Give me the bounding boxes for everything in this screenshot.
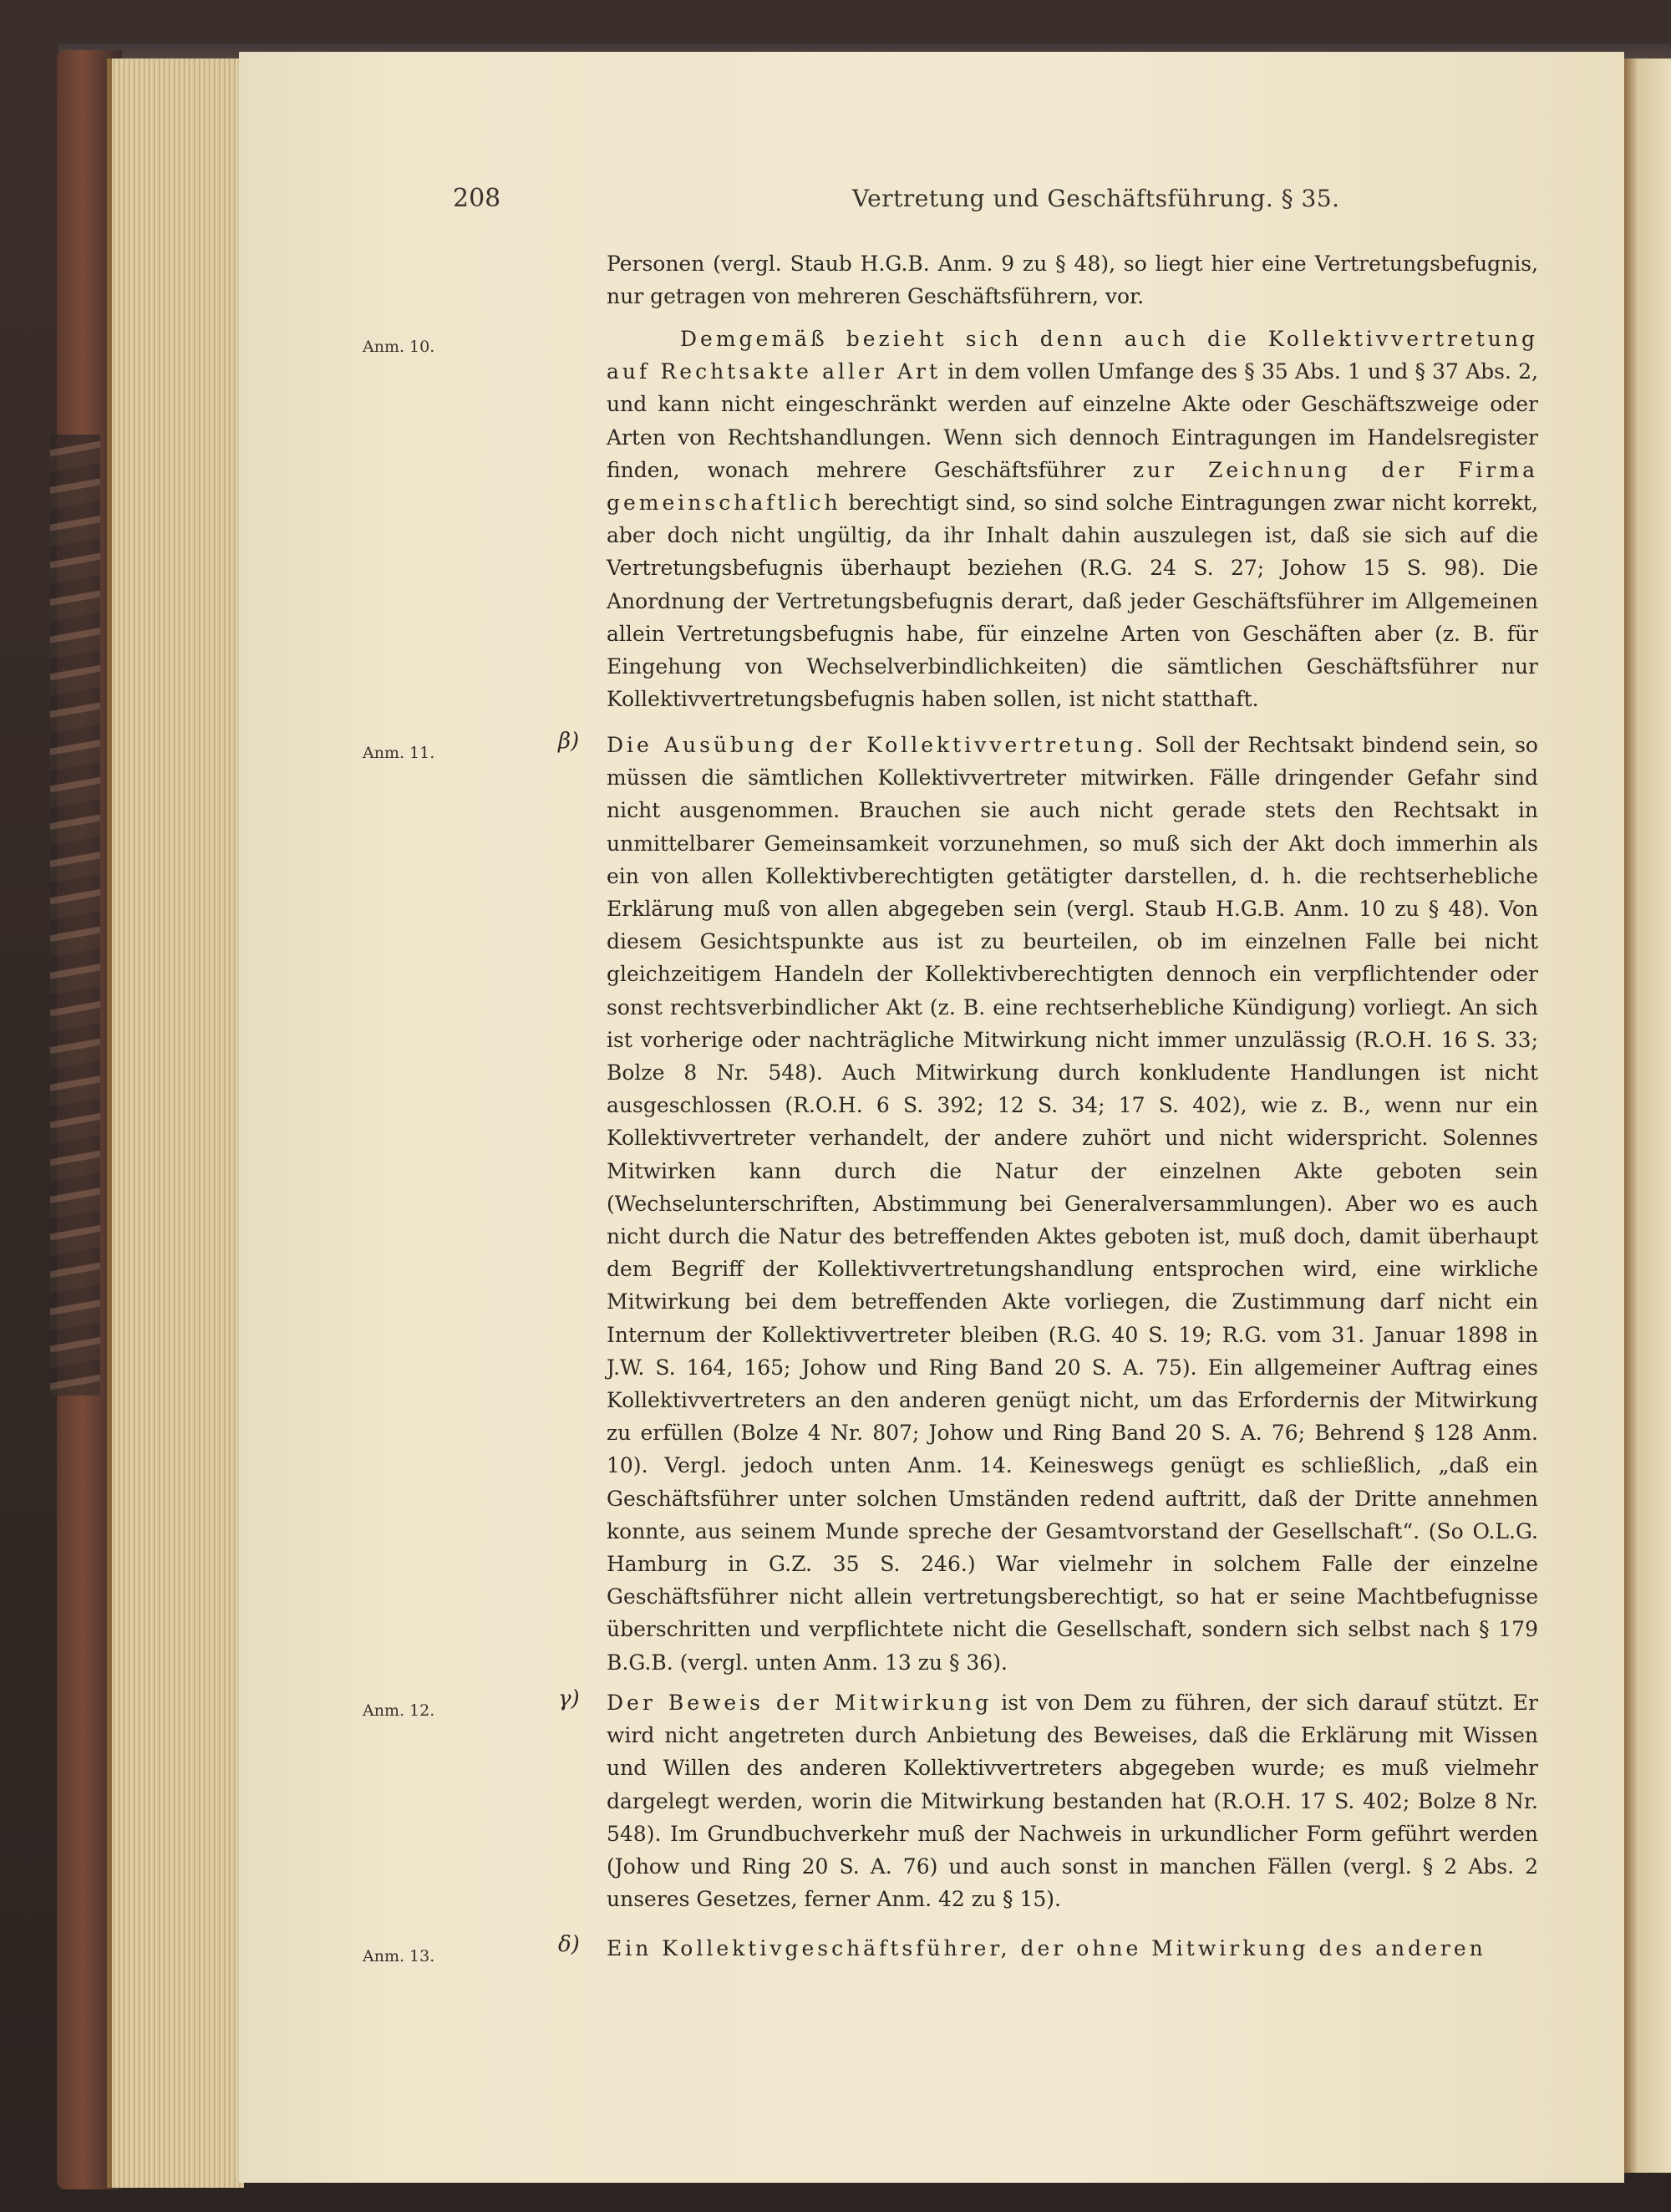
margin-note-anm12: Anm. 12.	[363, 1701, 435, 1720]
anm10-spaced: zur Zeichnung der Firma gemeinschaftlich	[607, 457, 1538, 516]
anm10-lead: Demgemäß bezieht sich denn auch die Kollektivvertretung auf Rechtsakte aller Art	[607, 327, 1538, 384]
paragraph-intro-text: Personen (vergl. Staub H.G.B. Anm. 9 zu § 48), so liegt hier eine Vertretungsbefugnis, nur getragen von mehreren Geschäftsführern, vor.	[607, 252, 1538, 309]
anm13-lead: Ein Kollektivgeschäftsführer, der ohne Mitwirkung des anderen	[607, 1936, 1486, 1960]
margin-note-anm10: Anm. 10.	[363, 338, 435, 356]
anm12-lead: Der Beweis der Mitwirkung	[607, 1691, 993, 1715]
paragraph-anm11	[607, 729, 1538, 1679]
page-number: 208	[453, 184, 501, 213]
anm10-text-b: berechtigt sind, so sind solche Eintragungen zwar nicht korrekt, aber doch nicht ungültig, da ihr Inhalt dahin auszulegen ist, daß sie sich auf die Vertretungsbefugnis überhaupt beziehen (R.G. 24 S. 27; Johow 15 S. 98). Die Anordnung der Vertretungsbefugnis derart, daß jeder Geschäftsführer im Allgemeinen allein Vertretungsbefugnis habe, für einzelne Arten von Geschäften aber (z. B. für Eingehung von Wechselverbindlichkeiten) die sämtlichen Geschäftsführer nur Kollektivvertretungsbefugnis haben sollen, ist nicht statthaft.	[607, 491, 1538, 712]
marker-delta: δ)	[558, 1932, 580, 1957]
running-head: Vertretung und Geschäftsführung. § 35.	[852, 185, 1340, 212]
margin-note-anm13: Anm. 13.	[363, 1947, 435, 1965]
anm10-text-a: in dem vollen Umfange des § 35 Abs. 1 und § 37 Abs. 2, und kann nicht eingeschränkt werden auf einzelne Akte oder Geschäftszweige oder Arten von Rechtshandlungen. Wenn sich dennoch Eintragungen im Handelsregister finden, wonach mehrere Geschäftsführer	[607, 359, 1538, 482]
paragraph-anm10	[607, 323, 1538, 715]
anm12-body: ist von Dem zu führen, der sich darauf stützt. Er wird nicht angetreten durch Anbietung des Beweises, daß die Erklärung mit Wissen und Willen des anderen Kollektivvertreters abgegeben wurde; es muß vielmehr dargelegt werden, worin die Mitwirkung bestanden hat (R.O.H. 17 S. 402; Bolze 8 Nr. 548). Im Grundbuchverkehr muß der Nachweis in urkundlicher Form geführt werden (Johow und Ring 20 S. A. 76) und auch sonst in manchen Fällen (vergl. § 2 Abs. 2 unseres Gesetzes, ferner Anm. 42 zu § 15).	[607, 1691, 1538, 1912]
margin-note-anm11: Anm. 11.	[363, 744, 435, 762]
paragraph-anm12	[607, 1686, 1538, 1915]
marker-beta: β)	[558, 729, 580, 754]
facing-page-edge	[1624, 58, 1671, 2173]
anm11-lead: Die Ausübung der Kollektivvertretung.	[607, 733, 1147, 757]
paragraph-intro	[607, 247, 1538, 313]
paragraph-anm13	[607, 1932, 1538, 1965]
marker-gamma: γ)	[558, 1686, 580, 1711]
marbled-edge	[50, 435, 100, 1396]
page-edges	[107, 58, 244, 2188]
anm11-body: Soll der Rechtsakt bindend sein, so müssen die sämtlichen Kollektivvertreter mitwirken. Fälle dringender Gefahr sind nicht ausgenommen. Brauchen sie auch nicht gerade stets den Rechtsakt in unmittelbarer Gemeinsamkeit vorzunehmen, so muß sich der Akt doch immerhin als ein von allen Kollektivberechtigten getätigter darstellen, d. h. die rechtserhebliche Erklärung muß von allen abgegeben sein (vergl. Staub H.G.B. Anm. 10 zu § 48). Von diesem Gesichtspunkte aus ist zu beurteilen, ob im einzelnen Falle bei nicht gleichzeitigem Handeln der Kollektivberechtigten dennoch ein verpflichtender oder sonst rechtsverbindlicher Akt (z. B. eine rechtserhebliche Kündigung) vorliegt. An sich ist vorherige oder nachträgliche Mitwirkung nicht immer unzulässig (R.O.H. 16 S. 33; Bolze 8 Nr. 548). Auch Mitwirkung durch konkludente Handlungen ist nicht ausgeschlossen (R.O.H. 6 S. 392; 12 S. 34; 17 S. 402), wie z. B., wenn nur ein Kollektivvertreter verhandelt, der andere zuhört und nicht widerspricht. Solennes Mitwirken kann durch die Natur der einzelnen Akte geboten sein (Wechselunterschriften, Abstimmung bei Generalversammlungen). Aber wo es auch nicht durch die Natur des betreffenden Aktes geboten ist, muß doch, damit überhaupt dem Begriff der Kollektivvertretungshandlung entsprochen wird, eine wirkliche Mitwirkung bei dem betreffenden Akte vorliegen, die Zustimmung darf nicht ein Internum der Kollektivvertreter bleiben (R.G. 40 S. 19; R.G. vom 31. Januar 1898 in J.W. S. 164, 165; Johow und Ring Band 20 S. A. 75). Ein allgemeiner Auftrag eines Kollektivvertreters an den anderen genügt nicht, um das Erfordernis der Mitwirkung zu erfüllen (Bolze 4 Nr. 807; Johow und Ring Band 20 S. A. 76; Behrend § 128 Anm. 10). Vergl. jedoch unten Anm. 14. Keineswegs genügt es schließlich, „daß ein Geschäftsführer unter solchen Umständen redend auftritt, daß der Dritte annehmen konnte, aus seinem Munde spreche der Gesamtvorstand der Gesellschaft“. (So O.L.G. Hamburg in G.Z. 35 S. 246.) War vielmehr in solchem Falle der einzelne Geschäftsführer nicht allein vertretungsberechtigt, so hat er seine Machtbefugnisse überschritten und verpflichtete nicht die Gesellschaft, sondern sich selbst nach § 179 B.G.B. (vergl. unten Anm. 13 zu § 36).	[607, 733, 1538, 1675]
